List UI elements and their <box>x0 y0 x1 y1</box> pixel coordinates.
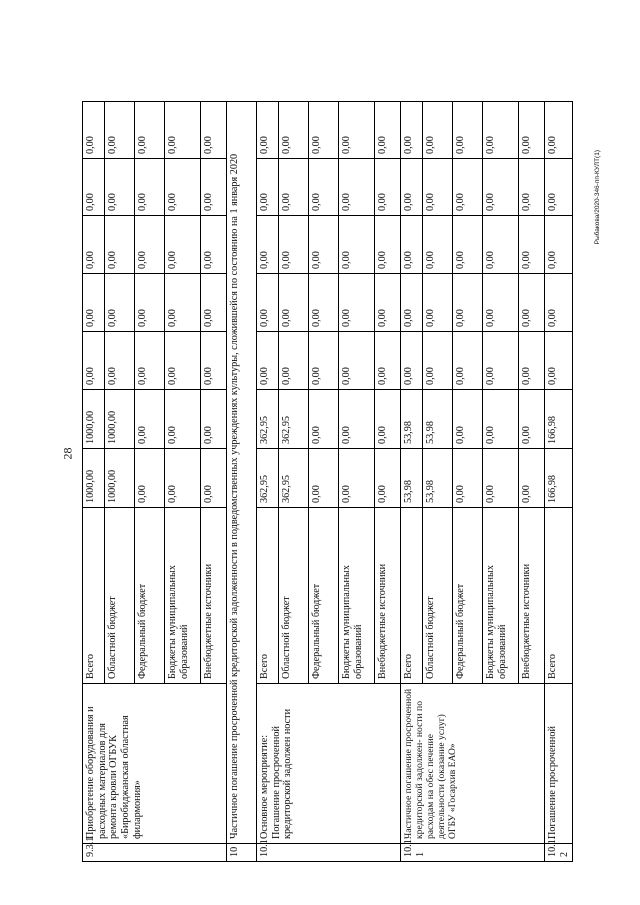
value-cell: 0,00 <box>309 274 339 332</box>
value-cell: 0,00 <box>453 390 483 449</box>
value-cell: 0,00 <box>279 159 309 216</box>
value-cell: 0,00 <box>309 216 339 274</box>
value-cell: 0,00 <box>519 390 545 449</box>
value-cell: 0,00 <box>105 216 135 274</box>
budget-table <box>82 101 573 862</box>
rotated-table-container <box>82 102 570 862</box>
value-cell: 0,00 <box>483 449 519 508</box>
value-cell: 0,00 <box>375 390 401 449</box>
value-cell: 0,00 <box>83 216 105 274</box>
value-cell: 0,00 <box>339 332 375 390</box>
value-cell: 0,00 <box>483 102 519 159</box>
value-cell: 0,00 <box>375 274 401 332</box>
value-cell: 0,00 <box>83 332 105 390</box>
value-cell: 0,00 <box>375 216 401 274</box>
value-cell: 0,00 <box>519 102 545 159</box>
value-cell: 0,00 <box>453 274 483 332</box>
value-cell: 0,00 <box>105 159 135 216</box>
value-cell: 0,00 <box>165 274 201 332</box>
value-cell: 0,00 <box>201 332 227 390</box>
value-cell: 362,95 <box>279 449 309 508</box>
value-cell: 0,00 <box>483 390 519 449</box>
activity-name: Основное мероприятие: Погашение просроченной кредиторской задолжен ности <box>257 684 401 844</box>
value-cell: 0,00 <box>339 390 375 449</box>
value-cell: 0,00 <box>257 274 279 332</box>
value-cell: 0,00 <box>339 274 375 332</box>
funding-source: Всего <box>257 508 279 684</box>
value-cell: 0,00 <box>423 159 453 216</box>
activity-name: Частичное погашение просроченной кредиторской задолжен- ности по расходам на обес печение деятельности (оказание услуг) ОГБУ «Госархив ЕАО» <box>401 684 545 844</box>
section-code: 10 <box>227 844 257 862</box>
value-cell: 1000,00 <box>105 390 135 449</box>
value-cell: 0,00 <box>453 102 483 159</box>
value-cell: 0,00 <box>135 449 165 508</box>
value-cell: 0,00 <box>339 102 375 159</box>
funding-source: Бюджеты муниципальных образований <box>483 508 519 684</box>
value-cell: 0,00 <box>279 216 309 274</box>
value-cell: 0,00 <box>257 102 279 159</box>
value-cell: 0,00 <box>165 159 201 216</box>
value-cell: 0,00 <box>201 274 227 332</box>
value-cell: 0,00 <box>483 216 519 274</box>
funding-source: Всего <box>401 508 423 684</box>
funding-source: Всего <box>83 508 105 684</box>
value-cell: 0,00 <box>201 390 227 449</box>
value-cell: 0,00 <box>401 332 423 390</box>
funding-source: Внебюджетные источники <box>201 508 227 684</box>
value-cell: 0,00 <box>483 159 519 216</box>
value-cell: 0,00 <box>309 390 339 449</box>
value-cell: 1000,00 <box>83 449 105 508</box>
value-cell: 53,98 <box>401 390 423 449</box>
value-cell: 0,00 <box>375 159 401 216</box>
value-cell: 0,00 <box>375 332 401 390</box>
value-cell: 0,00 <box>279 102 309 159</box>
value-cell: 0,00 <box>401 216 423 274</box>
value-cell: 0,00 <box>165 332 201 390</box>
value-cell: 0,00 <box>83 159 105 216</box>
value-cell: 0,00 <box>375 449 401 508</box>
value-cell: 0,00 <box>401 102 423 159</box>
activity-name: Приобретение оборудования и расходных материалов для ремонта кровли ОГБУК «Биробиджанская областная филармония» <box>83 684 227 844</box>
funding-source: Внебюджетные источники <box>519 508 545 684</box>
value-cell: 362,95 <box>279 390 309 449</box>
value-cell: 0,00 <box>519 449 545 508</box>
value-cell: 0,00 <box>519 159 545 216</box>
value-cell: 0,00 <box>483 332 519 390</box>
value-cell: 0,00 <box>135 159 165 216</box>
value-cell: 0,00 <box>519 216 545 274</box>
section-heading: Частичное погашение просроченной кредиторской задолженности в подведомственных учреждениях культуры, сложившейся по состоянию на 1 января 2020 <box>227 102 257 844</box>
table-row <box>257 102 279 862</box>
value-cell: 0,00 <box>423 332 453 390</box>
value-cell: 0,00 <box>339 449 375 508</box>
value-cell: 0,00 <box>201 159 227 216</box>
value-cell: 1000,00 <box>105 449 135 508</box>
value-cell: 0,00 <box>135 102 165 159</box>
funding-source: Федеральный бюджет <box>453 508 483 684</box>
value-cell: 0,00 <box>423 216 453 274</box>
row-code: 10.1. 2 <box>545 844 573 862</box>
value-cell: 0,00 <box>519 332 545 390</box>
value-cell: 0,00 <box>279 332 309 390</box>
page-number: 28 <box>60 447 75 460</box>
value-cell: 0,00 <box>545 332 573 390</box>
section-row <box>227 102 257 862</box>
value-cell: 0,00 <box>165 102 201 159</box>
value-cell: 0,00 <box>453 332 483 390</box>
value-cell: 0,00 <box>201 102 227 159</box>
funding-source: Федеральный бюджет <box>309 508 339 684</box>
value-cell: 0,00 <box>135 332 165 390</box>
value-cell: 0,00 <box>339 159 375 216</box>
value-cell: 0,00 <box>309 332 339 390</box>
value-cell: 0,00 <box>453 159 483 216</box>
value-cell: 0,00 <box>135 216 165 274</box>
value-cell: 0,00 <box>453 216 483 274</box>
value-cell: 0,00 <box>83 274 105 332</box>
value-cell: 0,00 <box>165 390 201 449</box>
value-cell: 0,00 <box>545 159 573 216</box>
value-cell: 0,00 <box>423 102 453 159</box>
value-cell: 0,00 <box>483 274 519 332</box>
table-row <box>83 102 105 862</box>
value-cell: 1000,00 <box>83 390 105 449</box>
value-cell: 0,00 <box>201 449 227 508</box>
activity-name: Погашение просроченной <box>545 684 573 844</box>
funding-source: Областной бюджет <box>423 508 453 684</box>
value-cell: 166,98 <box>545 449 573 508</box>
value-cell: 0,00 <box>423 274 453 332</box>
funding-source: Всего <box>545 508 573 684</box>
value-cell: 0,00 <box>165 449 201 508</box>
value-cell: 362,95 <box>257 449 279 508</box>
value-cell: 0,00 <box>519 274 545 332</box>
value-cell: 0,00 <box>165 216 201 274</box>
value-cell: 0,00 <box>279 274 309 332</box>
value-cell: 0,00 <box>201 216 227 274</box>
row-code: 10.1 <box>257 844 401 862</box>
value-cell: 0,00 <box>105 274 135 332</box>
value-cell: 0,00 <box>105 102 135 159</box>
value-cell: 362,95 <box>257 390 279 449</box>
value-cell: 0,00 <box>453 449 483 508</box>
funding-source: Областной бюджет <box>279 508 309 684</box>
value-cell: 0,00 <box>135 274 165 332</box>
funding-source: Внебюджетные источники <box>375 508 401 684</box>
value-cell: 0,00 <box>545 274 573 332</box>
value-cell: 0,00 <box>309 449 339 508</box>
table-row <box>545 102 573 862</box>
value-cell: 0,00 <box>339 216 375 274</box>
value-cell: 0,00 <box>257 216 279 274</box>
funding-source: Бюджеты муниципальных образований <box>339 508 375 684</box>
value-cell: 0,00 <box>257 159 279 216</box>
value-cell: 166,98 <box>545 390 573 449</box>
value-cell: 0,00 <box>545 102 573 159</box>
value-cell: 0,00 <box>135 390 165 449</box>
row-code: 9.3.1 <box>83 844 227 862</box>
funding-source: Областной бюджет <box>105 508 135 684</box>
document-footer-code: Рыбакова/2020-346-пп-КУЛТ(1) <box>594 150 601 245</box>
value-cell: 53,98 <box>423 390 453 449</box>
value-cell: 0,00 <box>105 332 135 390</box>
funding-source: Федеральный бюджет <box>135 508 165 684</box>
value-cell: 0,00 <box>375 102 401 159</box>
value-cell: 53,98 <box>401 449 423 508</box>
value-cell: 0,00 <box>309 159 339 216</box>
value-cell: 0,00 <box>401 274 423 332</box>
funding-source: Бюджеты муниципальных образований <box>165 508 201 684</box>
value-cell: 0,00 <box>401 159 423 216</box>
value-cell: 53,98 <box>423 449 453 508</box>
value-cell: 0,00 <box>309 102 339 159</box>
value-cell: 0,00 <box>545 216 573 274</box>
value-cell: 0,00 <box>257 332 279 390</box>
table-row <box>401 102 423 862</box>
row-code: 10.1. 1 <box>401 844 545 862</box>
value-cell: 0,00 <box>83 102 105 159</box>
